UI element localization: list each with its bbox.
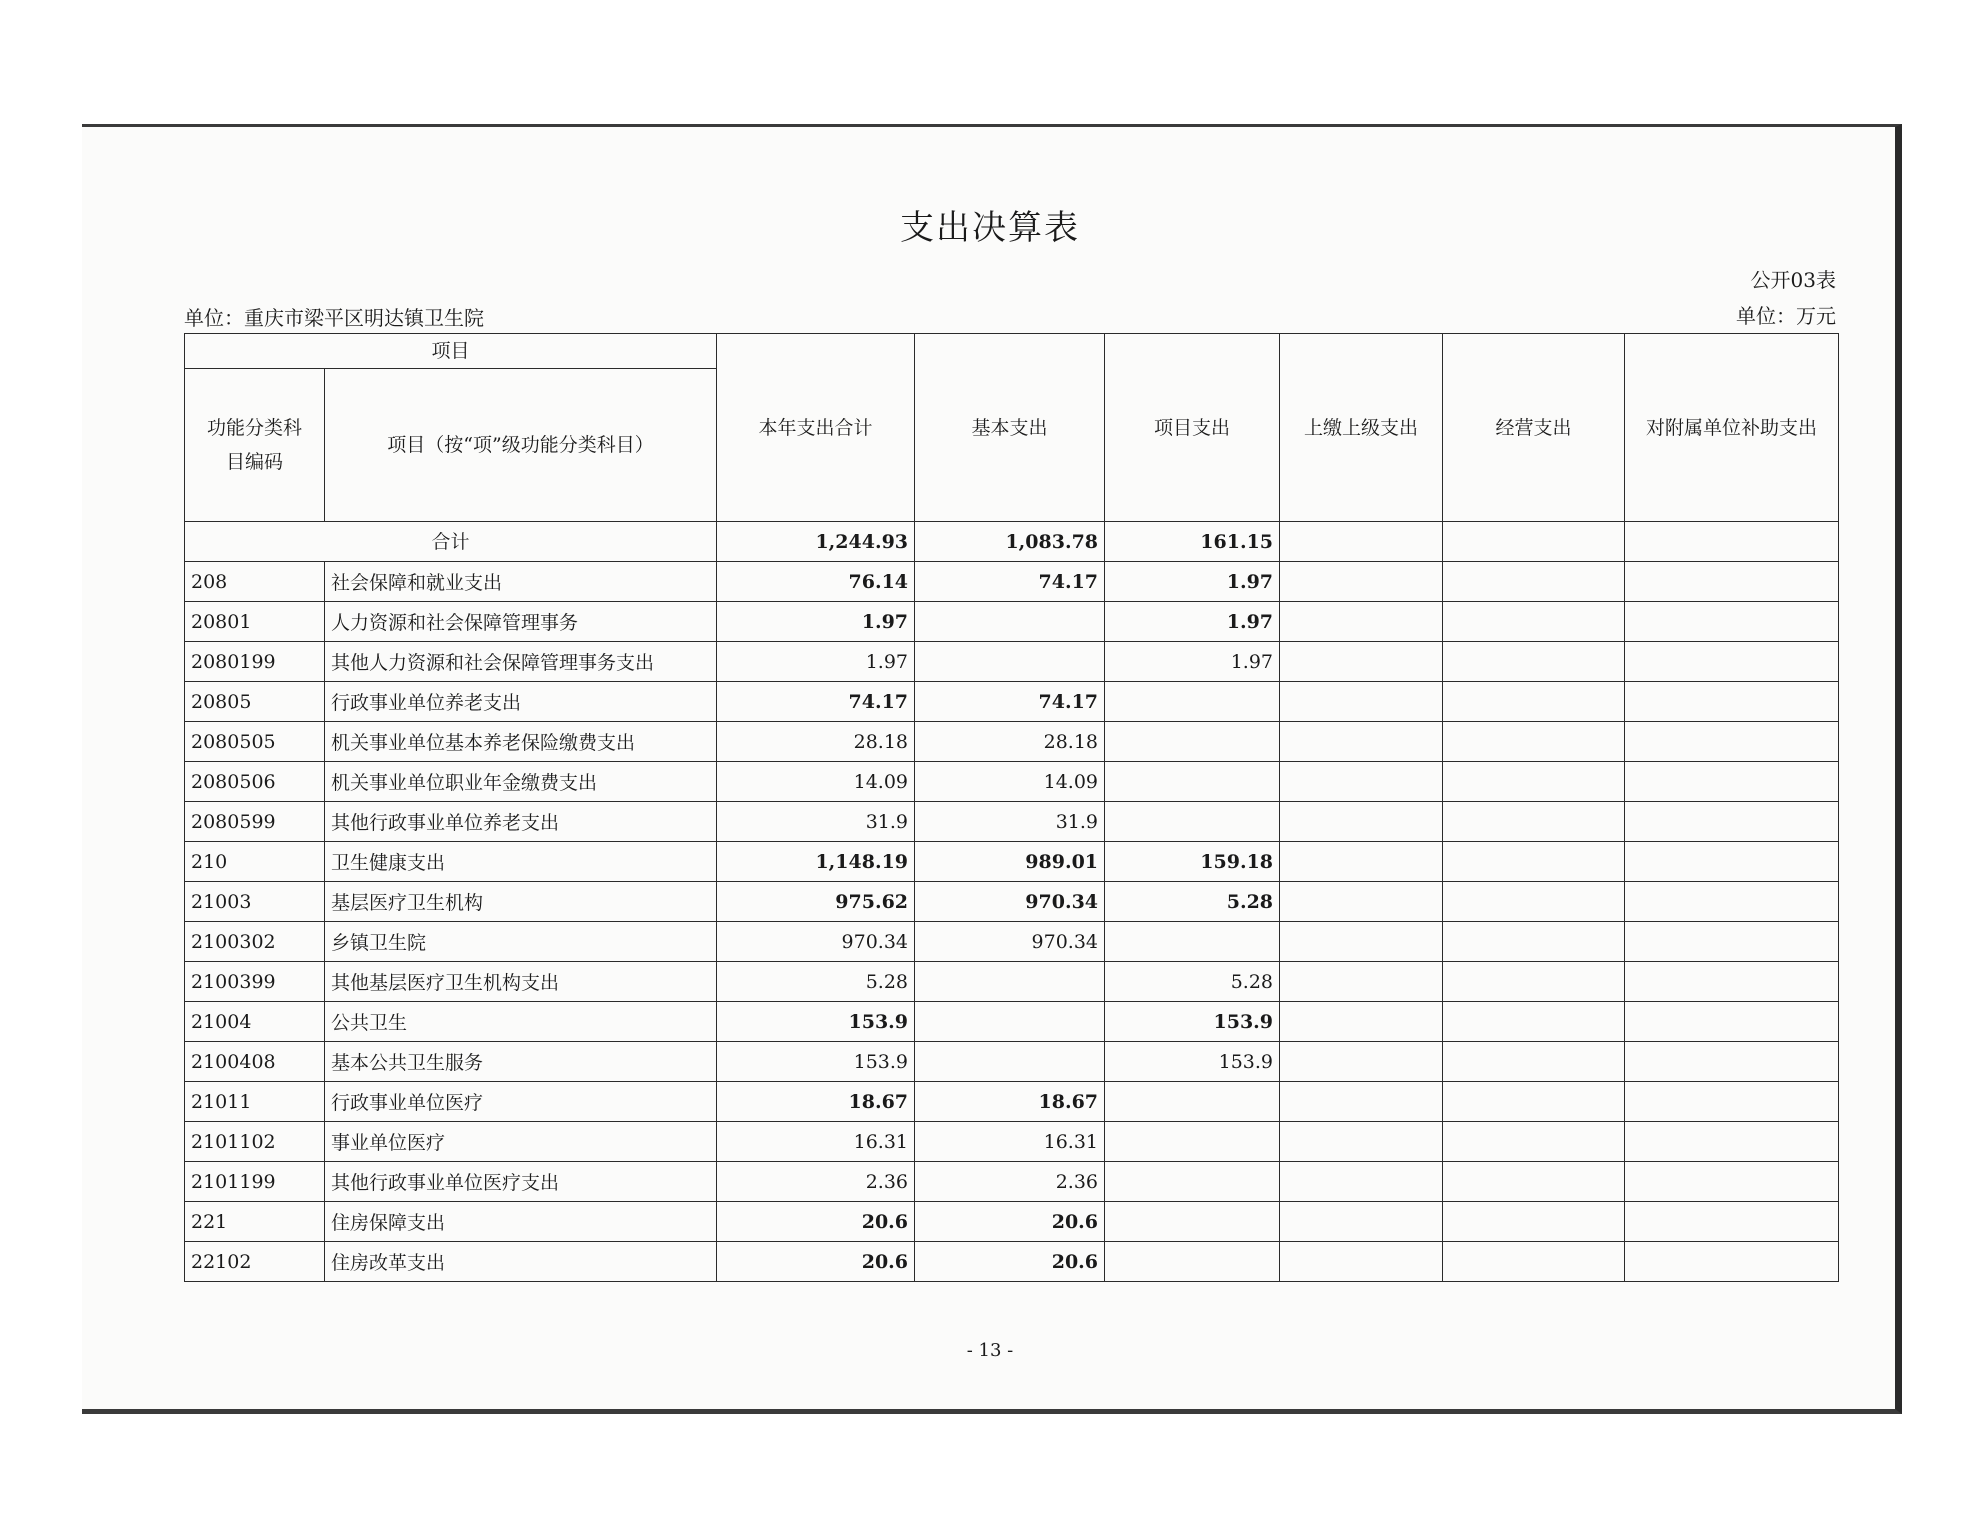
row-business: [1443, 642, 1625, 682]
row-total: 31.9: [717, 802, 915, 842]
row-total: 153.9: [717, 1042, 915, 1082]
row-project: [1105, 1082, 1280, 1122]
row-project: 5.28: [1105, 962, 1280, 1002]
table-row: [185, 922, 1839, 962]
row-basic: 28.18: [915, 722, 1105, 762]
row-basic: 18.67: [915, 1082, 1105, 1122]
row-upper: [1280, 922, 1443, 962]
row-name: 公共卫生: [325, 1002, 717, 1042]
row-subsidy: [1625, 1042, 1839, 1082]
row-business: [1443, 1122, 1625, 1162]
row-basic: 20.6: [915, 1242, 1105, 1282]
row-name: 其他基层医疗卫生机构支出: [325, 962, 717, 1002]
table-row: [185, 1122, 1839, 1162]
form-number: 公开03表: [1750, 268, 1836, 292]
row-total: 20.6: [717, 1202, 915, 1242]
header-row-1: [185, 334, 1839, 369]
row-code: 2100408: [185, 1042, 325, 1082]
row-business: [1443, 962, 1625, 1002]
row-basic: 31.9: [915, 802, 1105, 842]
row-project: [1105, 1162, 1280, 1202]
row-code: 221: [185, 1202, 325, 1242]
row-project: [1105, 722, 1280, 762]
row-subsidy: [1625, 1202, 1839, 1242]
row-subsidy: [1625, 682, 1839, 722]
row-business: [1443, 1002, 1625, 1042]
row-name: 住房保障支出: [325, 1202, 717, 1242]
row-business: [1443, 602, 1625, 642]
row-upper: [1280, 1122, 1443, 1162]
row-name: 行政事业单位医疗: [325, 1082, 717, 1122]
table-row: [185, 1042, 1839, 1082]
total-row-project: 161.15: [1105, 522, 1280, 562]
header-subsidy: 对附属单位补助支出: [1625, 334, 1839, 522]
row-name: 其他行政事业单位养老支出: [325, 802, 717, 842]
row-total: 1,148.19: [717, 842, 915, 882]
row-upper: [1280, 1002, 1443, 1042]
row-total: 20.6: [717, 1242, 915, 1282]
row-upper: [1280, 882, 1443, 922]
row-subsidy: [1625, 1082, 1839, 1122]
row-subsidy: [1625, 962, 1839, 1002]
row-project: [1105, 1202, 1280, 1242]
row-project: 153.9: [1105, 1042, 1280, 1082]
table-row: [185, 882, 1839, 922]
row-project: [1105, 762, 1280, 802]
row-total: 76.14: [717, 562, 915, 602]
row-code: 21004: [185, 1002, 325, 1042]
row-upper: [1280, 722, 1443, 762]
row-business: [1443, 1162, 1625, 1202]
row-subsidy: [1625, 1122, 1839, 1162]
row-name: 行政事业单位养老支出: [325, 682, 717, 722]
row-upper: [1280, 802, 1443, 842]
header-basic: 基本支出: [915, 334, 1105, 522]
header-code: 功能分类科目编码: [185, 369, 325, 522]
row-upper: [1280, 1042, 1443, 1082]
row-code: 208: [185, 562, 325, 602]
row-project: [1105, 1242, 1280, 1282]
table-row: [185, 562, 1839, 602]
row-name: 乡镇卫生院: [325, 922, 717, 962]
row-subsidy: [1625, 1162, 1839, 1202]
row-basic: [915, 642, 1105, 682]
row-project: 1.97: [1105, 562, 1280, 602]
table-row: [185, 962, 1839, 1002]
row-project: 159.18: [1105, 842, 1280, 882]
row-basic: 970.34: [915, 922, 1105, 962]
header-business: 经营支出: [1443, 334, 1625, 522]
row-code: 20801: [185, 602, 325, 642]
table-row: [185, 602, 1839, 642]
row-business: [1443, 1242, 1625, 1282]
row-name: 基层医疗卫生机构: [325, 882, 717, 922]
total-row-subsidy: [1625, 522, 1839, 562]
total-row: [185, 522, 1839, 562]
row-project: [1105, 1122, 1280, 1162]
table-row: [185, 1242, 1839, 1282]
header-upper: 上缴上级支出: [1280, 334, 1443, 522]
table-row: [185, 1002, 1839, 1042]
page-number: - 13 -: [966, 1340, 1014, 1361]
row-upper: [1280, 842, 1443, 882]
table-row: [185, 682, 1839, 722]
row-business: [1443, 922, 1625, 962]
row-total: 18.67: [717, 1082, 915, 1122]
organization-unit: 单位：重庆市梁平区明达镇卫生院: [184, 306, 484, 330]
row-code: 21011: [185, 1082, 325, 1122]
expenditure-table: [184, 333, 1839, 1282]
total-row-basic: 1,083.78: [915, 522, 1105, 562]
row-subsidy: [1625, 922, 1839, 962]
row-business: [1443, 682, 1625, 722]
row-project: 1.97: [1105, 602, 1280, 642]
row-code: 210: [185, 842, 325, 882]
row-total: 153.9: [717, 1002, 915, 1042]
total-label: 合计: [185, 522, 717, 562]
row-upper: [1280, 1162, 1443, 1202]
table-row: [185, 722, 1839, 762]
currency-unit: 单位：万元: [1736, 304, 1836, 328]
row-code: 2080505: [185, 722, 325, 762]
row-name: 基本公共卫生服务: [325, 1042, 717, 1082]
row-total: 16.31: [717, 1122, 915, 1162]
row-project: [1105, 922, 1280, 962]
table-row: [185, 762, 1839, 802]
row-name: 人力资源和社会保障管理事务: [325, 602, 717, 642]
row-business: [1443, 562, 1625, 602]
row-total: 74.17: [717, 682, 915, 722]
row-business: [1443, 1042, 1625, 1082]
header-name: 项目（按“项”级功能分类科目）: [325, 369, 717, 522]
row-name: 住房改革支出: [325, 1242, 717, 1282]
total-row-business: [1443, 522, 1625, 562]
row-basic: 2.36: [915, 1162, 1105, 1202]
row-business: [1443, 1202, 1625, 1242]
row-upper: [1280, 562, 1443, 602]
row-basic: 970.34: [915, 882, 1105, 922]
row-total: 1.97: [717, 602, 915, 642]
row-subsidy: [1625, 642, 1839, 682]
document-title: 支出决算表: [900, 208, 1080, 248]
row-upper: [1280, 602, 1443, 642]
row-total: 1.97: [717, 642, 915, 682]
row-basic: 989.01: [915, 842, 1105, 882]
row-subsidy: [1625, 1002, 1839, 1042]
row-business: [1443, 722, 1625, 762]
row-code: 2100302: [185, 922, 325, 962]
row-code: 2101102: [185, 1122, 325, 1162]
row-name: 其他行政事业单位医疗支出: [325, 1162, 717, 1202]
row-upper: [1280, 682, 1443, 722]
row-business: [1443, 842, 1625, 882]
row-code: 2101199: [185, 1162, 325, 1202]
row-total: 2.36: [717, 1162, 915, 1202]
row-basic: 74.17: [915, 562, 1105, 602]
table-row: [185, 1162, 1839, 1202]
row-name: 卫生健康支出: [325, 842, 717, 882]
row-business: [1443, 882, 1625, 922]
header-project-group: 项目: [185, 334, 717, 369]
row-project: [1105, 802, 1280, 842]
row-total: 28.18: [717, 722, 915, 762]
row-total: 970.34: [717, 922, 915, 962]
row-subsidy: [1625, 562, 1839, 602]
row-basic: 16.31: [915, 1122, 1105, 1162]
row-basic: [915, 1042, 1105, 1082]
row-basic: [915, 1002, 1105, 1042]
row-code: 20805: [185, 682, 325, 722]
row-name: 社会保障和就业支出: [325, 562, 717, 602]
row-total: 5.28: [717, 962, 915, 1002]
table-row: [185, 802, 1839, 842]
row-upper: [1280, 1082, 1443, 1122]
row-upper: [1280, 1242, 1443, 1282]
row-subsidy: [1625, 802, 1839, 842]
row-code: 2080599: [185, 802, 325, 842]
row-project: [1105, 682, 1280, 722]
row-basic: 14.09: [915, 762, 1105, 802]
row-subsidy: [1625, 1242, 1839, 1282]
table-row: [185, 642, 1839, 682]
row-subsidy: [1625, 762, 1839, 802]
row-name: 机关事业单位职业年金缴费支出: [325, 762, 717, 802]
row-code: 21003: [185, 882, 325, 922]
row-name: 事业单位医疗: [325, 1122, 717, 1162]
total-row-total: 1,244.93: [717, 522, 915, 562]
row-code: 2100399: [185, 962, 325, 1002]
row-total: 14.09: [717, 762, 915, 802]
row-total: 975.62: [717, 882, 915, 922]
row-subsidy: [1625, 882, 1839, 922]
row-upper: [1280, 962, 1443, 1002]
row-basic: [915, 962, 1105, 1002]
row-subsidy: [1625, 722, 1839, 762]
row-basic: 74.17: [915, 682, 1105, 722]
row-name: 机关事业单位基本养老保险缴费支出: [325, 722, 717, 762]
header-total: 本年支出合计: [717, 334, 915, 522]
row-business: [1443, 762, 1625, 802]
row-project: 1.97: [1105, 642, 1280, 682]
row-subsidy: [1625, 602, 1839, 642]
row-basic: 20.6: [915, 1202, 1105, 1242]
row-upper: [1280, 1202, 1443, 1242]
row-code: 2080199: [185, 642, 325, 682]
table-row: [185, 1202, 1839, 1242]
row-upper: [1280, 642, 1443, 682]
row-business: [1443, 1082, 1625, 1122]
row-basic: [915, 602, 1105, 642]
row-subsidy: [1625, 842, 1839, 882]
total-row-upper: [1280, 522, 1443, 562]
row-upper: [1280, 762, 1443, 802]
table-row: [185, 842, 1839, 882]
row-business: [1443, 802, 1625, 842]
row-project: 5.28: [1105, 882, 1280, 922]
table-row: [185, 1082, 1839, 1122]
header-project: 项目支出: [1105, 334, 1280, 522]
row-code: 2080506: [185, 762, 325, 802]
row-project: 153.9: [1105, 1002, 1280, 1042]
row-code: 22102: [185, 1242, 325, 1282]
row-name: 其他人力资源和社会保障管理事务支出: [325, 642, 717, 682]
